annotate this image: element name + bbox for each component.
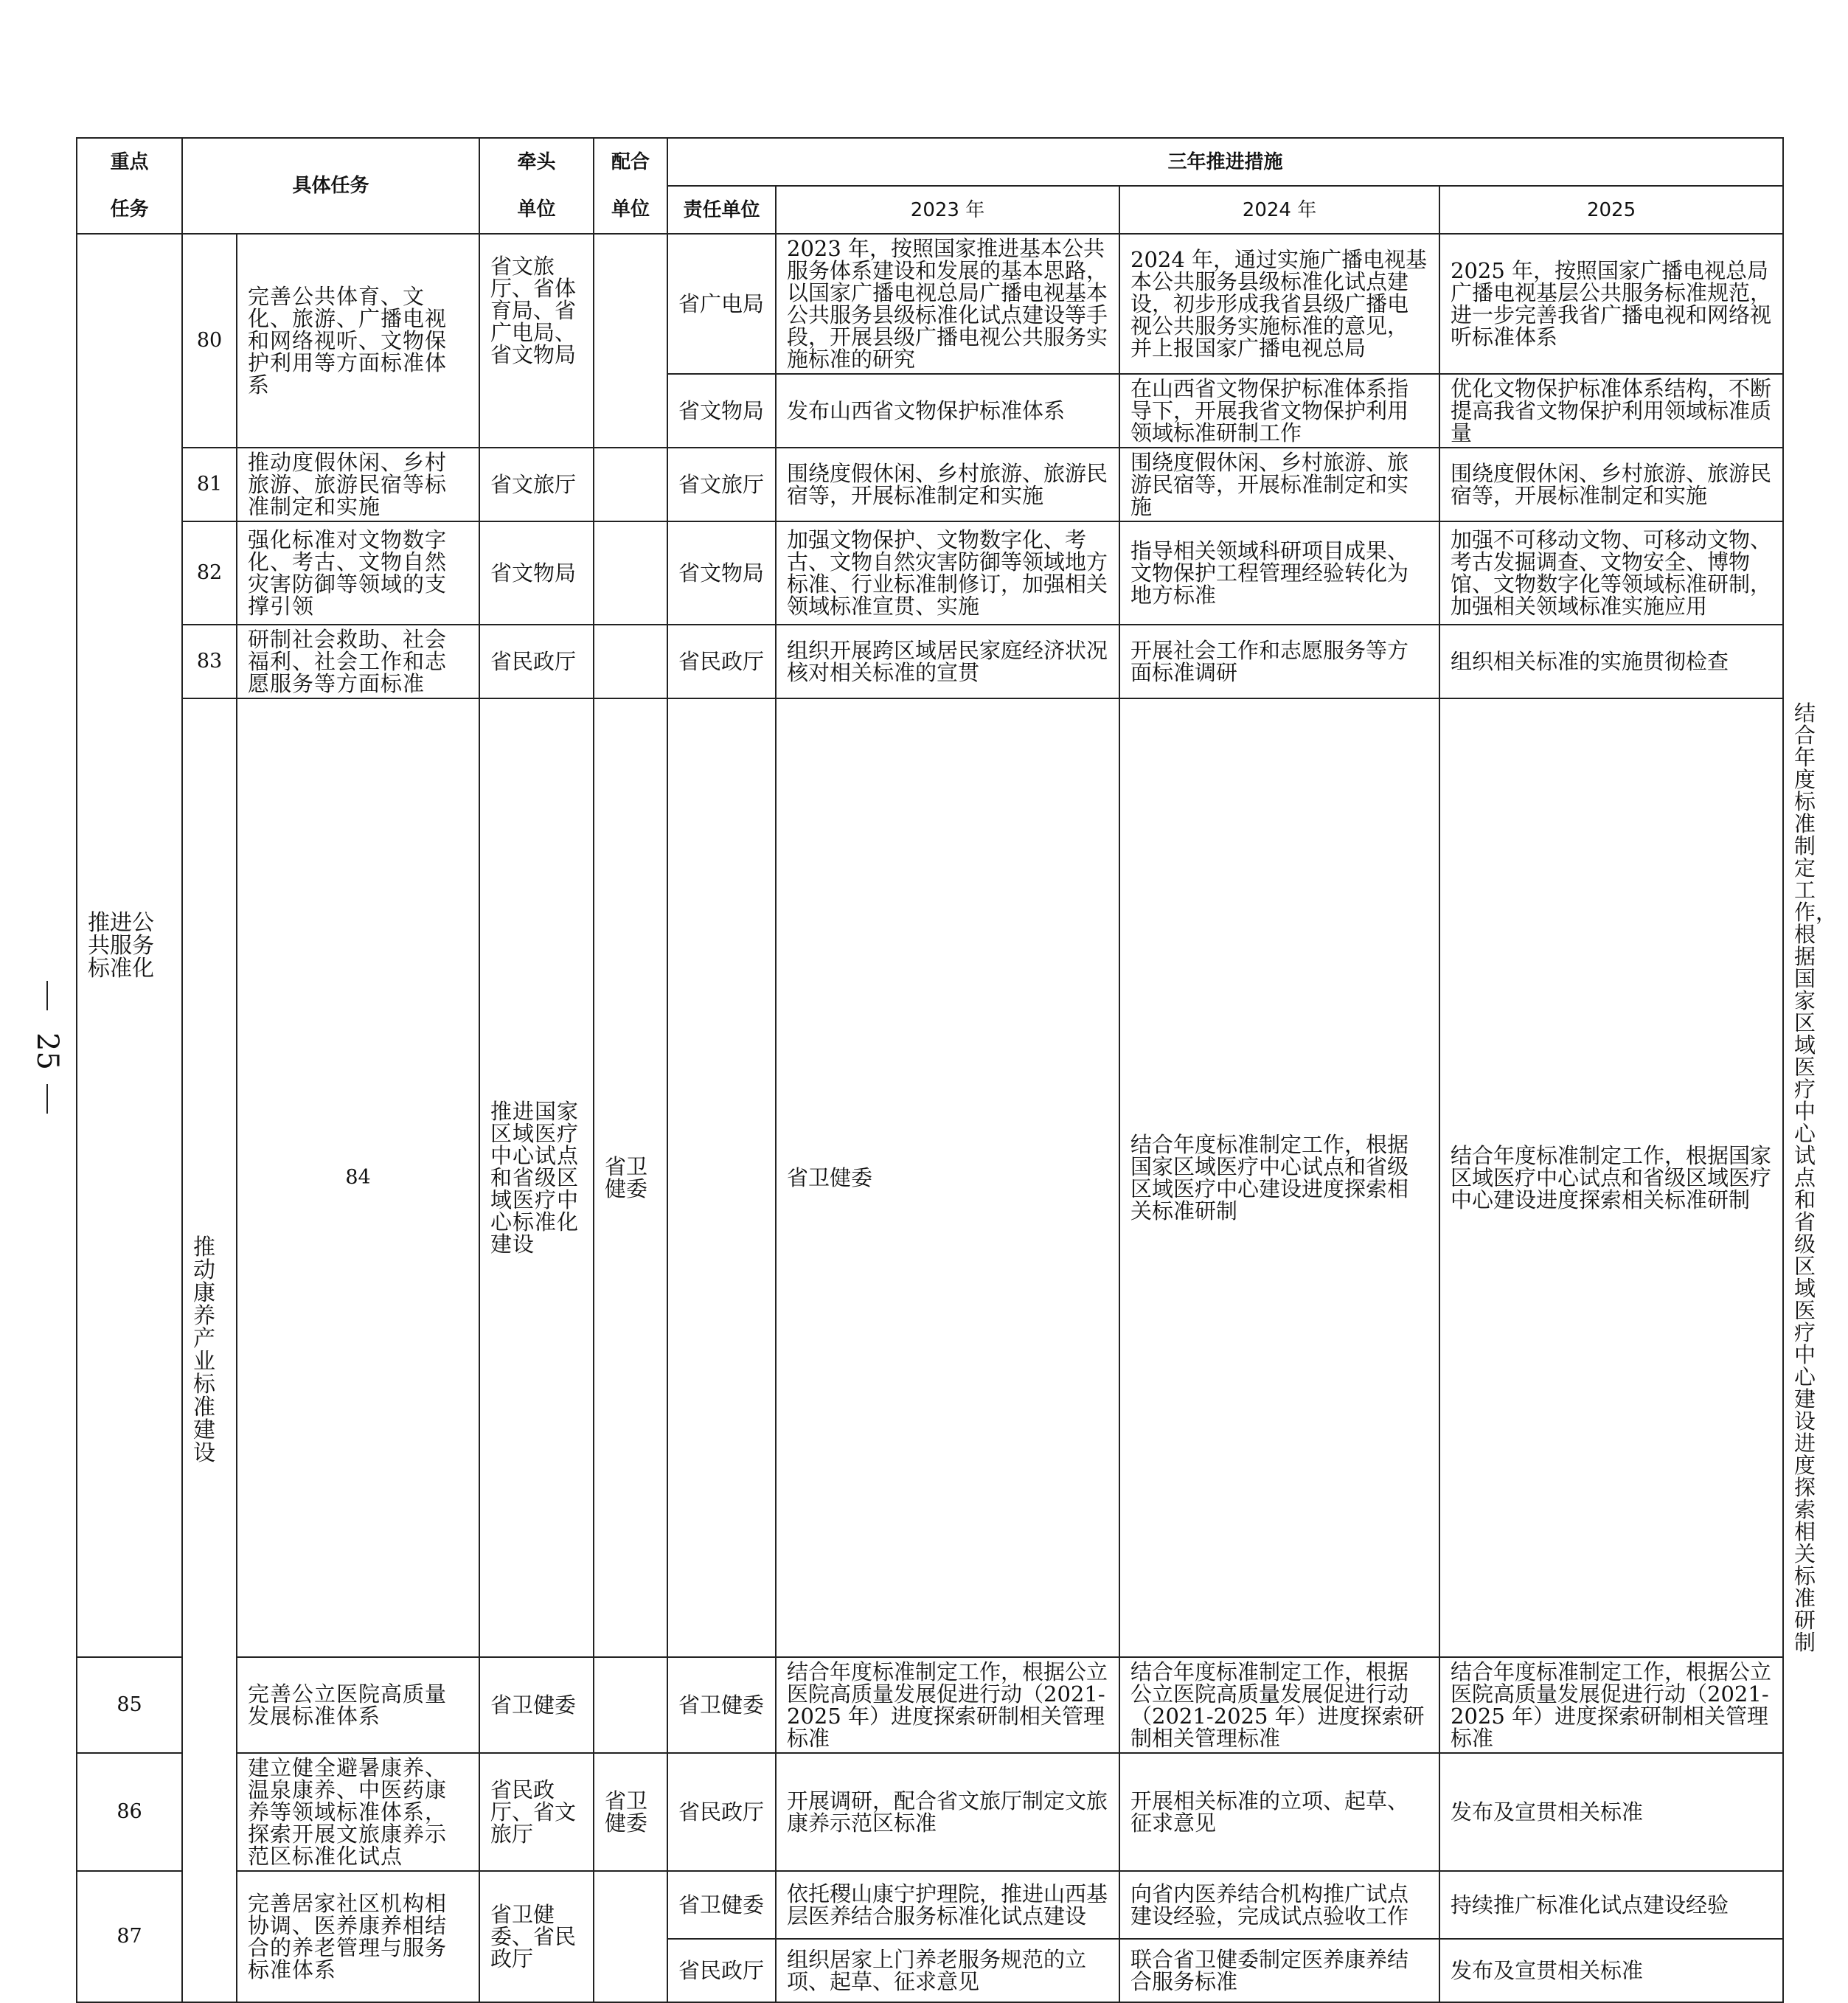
header-key-task: 重点 任务 — [77, 138, 182, 234]
coop-unit — [594, 1657, 667, 1753]
task-description: 完善公立医院高质量发展标准体系 — [237, 1657, 479, 1753]
lead-unit: 省文旅厅、省体育局、省广电局、省文物局 — [479, 234, 594, 448]
header-specific-task: 具体任务 — [182, 138, 479, 234]
header-year-2023: 2023 年 — [776, 186, 1119, 234]
lead-unit: 省文物局 — [479, 521, 594, 625]
coop-unit — [594, 521, 667, 625]
measure-2023: 结合年度标准制定工作，根据公立医院高质量发展促进行动（2021-2025 年）进度探索研制相关管理标准 — [776, 1657, 1119, 1753]
measure-2024: 结合年度标准制定工作，根据公立医院高质量发展促进行动（2021-2025 年）进度探索研制相关管理标准 — [1119, 1657, 1439, 1753]
task-description: 完善居家社区机构相协调、医养康养相结合的养老管理与服务标准体系 — [237, 1871, 479, 2002]
measure-2025: 持续推广标准化试点建设经验 — [1439, 1871, 1783, 1939]
lead-unit: 省卫健委 — [594, 698, 667, 1657]
resp-unit: 省民政厅 — [667, 1753, 776, 1871]
header-year-2025: 2025 — [1439, 186, 1783, 234]
task-number: 85 — [77, 1657, 182, 1753]
resp-unit: 省卫健委 — [776, 698, 1119, 1657]
page-number-value: 25 — [30, 1032, 64, 1070]
resp-unit: 省民政厅 — [667, 1939, 776, 2002]
task-description: 研制社会救助、社会福利、社会工作和志愿服务等方面标准 — [237, 625, 479, 698]
measure-2025: 优化文物保护标准体系结构，不断提高我省文物保护利用领域标准质量 — [1439, 374, 1783, 448]
measure-2025: 发布及宣贯相关标准 — [1439, 1939, 1783, 2002]
header-three-year-measures: 三年推进措施 — [667, 138, 1783, 186]
resp-unit: 省卫健委 — [667, 1657, 776, 1753]
coop-unit — [594, 625, 667, 698]
measure-2023: 依托稷山康宁护理院，推进山西基层医养结合服务标准化试点建设 — [776, 1871, 1119, 1939]
measure-2024: 围绕度假休闲、乡村旅游、旅游民宿等，开展标准制定和实施 — [1119, 448, 1439, 521]
task-number: 86 — [77, 1753, 182, 1871]
resp-unit: 省广电局 — [667, 234, 776, 374]
measure-2025: 加强不可移动文物、可移动文物、考古发掘调查、文物安全、博物馆、文物数字化等领域标准研制，加强相关领域标准实施应用 — [1439, 521, 1783, 625]
measure-2024: 开展相关标准的立项、起草、征求意见 — [1119, 1753, 1439, 1871]
resp-unit: 省民政厅 — [667, 625, 776, 698]
measure-2024: 2024 年，通过实施广播电视基本公共服务县级标准化试点建设，初步形成我省县级广播电视公共服务实施标准的意见，并上报国家广播电视总局 — [1119, 234, 1439, 374]
coop-unit — [594, 234, 667, 448]
measure-2023: 2023 年，按照国家推进基本公共服务体系建设和发展的基本思路，以国家广播电视总局广播电视基本公共服务县级标准化试点建设等手段，开展县级广播电视公共服务实施标准的研究 — [776, 234, 1119, 374]
resp-unit: 省卫健委 — [667, 1871, 776, 1939]
standards-task-table: 重点 任务 具体任务 牵头 单位 配合 单位 三年推进措施 责任单位 2023 年 2024 年 2025 推进公共服务标准化 80 完善公共体育、文化、旅游、广播电视和网络视听、文物保护利用等方面标准体系 省文旅厅、省体育局、省广电局、省文物局 省广电局 2023 年，按照国家推进基本公共服务体系建设和发展的基本思路，以国家广播电视总局广播电视基本公共服务县级标准化试点建设等手段，开展县级广播电视公共服务实施标准的研究 2024 年，通过实施广播电视基本公共服务县级标准化试点建设，初步形成我省县级广播电视公共服务实施标准的意见，并上报国家广播电视总局 2025 年，按照国家广播电视总局广播电视基层公共服务标准规范，进一步完善我省广播电视和网络视听标准体系 省文物局 发布山西省文物保护标准体系 在山西省文物保护标准体系指导下，开展我省文物保护利用领域标准研制工作 优化文物保护标准体系结构，不断提高我省文物保护利用领域标准质量 81 推动度假休闲、乡村旅游、旅游民宿等标准制定和实施 省文旅厅 省文旅厅 围绕度假休闲、乡村旅游、旅游民宿等，开展标准制定和实施 围绕度假休闲、乡村旅游、旅游民宿等，开展标准制定和实施 围绕度假休闲、乡村旅游、旅游民宿等，开展标准制定和实施 82 强化标准对文物数字化、考古、文物自然灾害防御等领域的支撑引领 省文物局 省文物局 加强文物保护、文物数字化、考古、文物自然灾害防御等领域地方标准、行业标准制修订，加强相关领域标准宣贯、实施 指导相关领域科研项目成果、文物保护工程管理经验转化为地方标准 加强不可移动文物、可移动文物、考古发掘调查、文物安全、博物馆、文物数字化等领域标准研制，加强相关领域标准实施应用 83 研制社会救助、社会福利、社会工作和志愿服务等方面标准 省民政厅 省民政厅 组织开展跨区域居民家庭经济状况核对相关标准的宣贯 开展社会工作和志愿服务等方面标准调研 组织相关标准的实施贯彻检查 推动康养产业标准建设 84 推进国家区域医疗中心试点和省级区域医疗中心标准化建设 省卫健委 省卫健委 结合年度标准制定工作，根据国家区域医疗中心试点和省级区域医疗中心建设进度探索相关标准研制 结合年度标准制定工作，根据国家区域医疗中心试点和省级区域医疗中心建设进度探索相关标准研制 结合年度标准制定工作，根据国家区域医疗中心试点和省级区域医疗中心建设进度探索相关标准研制 85 完善公立医院高质量发展标准体系 省卫健委 省卫健委 结合年度标准制定工作，根据公立医院高质量发展促进行动（2021-2025 年）进度探索研制相关管理标准 结合年度标准制定工作，根据公立医院高质量发展促进行动（2021-2025 年）进度探索研制相关管理标准 结合年度标准制定工作，根据公立医院高质量发展促进行动（2021-2025 年）进度探索研制相关管理标准 86 建立健全避暑康养、温泉康养、中医药康养等领域标准体系，探索开展文旅康养示范区标准化试点 省民政厅、省文旅厅 省卫健委 省民政厅 开展调研，配合省文旅厅制定文旅康养示范区标准 开展相关标准的立项、起草、征求意见 发布及宣贯相关标准 87 完善居家社区机构相协调、医养康养相结合的养老管理与服务标准体系 省卫健委、省民政厅 省卫健委 依托稷山康宁护理院，推进山西基层医养结合服务标准化试点建设 向省内医养结合机构推广试点建设经验，完成试点验收工作 持续推广标准化试点建设经验 省民政厅 组织居家上门养老服务规范的立项、起草、征求意见 联合省卫健委制定医养康养结合服务标准 发布及宣贯相关标准 — [76, 137, 1784, 2003]
measure-2024: 向省内医养结合机构推广试点建设经验，完成试点验收工作 — [1119, 1871, 1439, 1939]
resp-unit: 省文物局 — [667, 374, 776, 448]
task-number: 82 — [182, 521, 237, 625]
task-number: 83 — [182, 625, 237, 698]
task-number: 80 — [182, 234, 237, 448]
header-lead-unit: 牵头 单位 — [479, 138, 594, 234]
header-resp-unit: 责任单位 — [667, 186, 776, 234]
lead-unit: 省文旅厅 — [479, 448, 594, 521]
task-description: 完善公共体育、文化、旅游、广播电视和网络视听、文物保护利用等方面标准体系 — [237, 234, 479, 448]
resp-unit: 省文旅厅 — [667, 448, 776, 521]
measure-2023: 组织开展跨区域居民家庭经济状况核对相关标准的宣贯 — [776, 625, 1119, 698]
measure-2023: 结合年度标准制定工作，根据国家区域医疗中心试点和省级区域医疗中心建设进度探索相关标准研制 — [1119, 698, 1439, 1657]
task-number: 81 — [182, 448, 237, 521]
measure-2023: 围绕度假休闲、乡村旅游、旅游民宿等，开展标准制定和实施 — [776, 448, 1119, 521]
measure-2024: 开展社会工作和志愿服务等方面标准调研 — [1119, 625, 1439, 698]
task-description: 强化标准对文物数字化、考古、文物自然灾害防御等领域的支撑引领 — [237, 521, 479, 625]
measure-2025: 围绕度假休闲、乡村旅游、旅游民宿等，开展标准制定和实施 — [1439, 448, 1783, 521]
lead-unit: 省民政厅、省文旅厅 — [479, 1753, 594, 1871]
task-number: 84 — [237, 698, 479, 1657]
category-public-service: 推进公共服务标准化 — [77, 234, 182, 1657]
measure-2024: 指导相关领域科研项目成果、文物保护工程管理经验转化为地方标准 — [1119, 521, 1439, 625]
measure-2023: 发布山西省文物保护标准体系 — [776, 374, 1119, 448]
resp-unit: 省文物局 — [667, 521, 776, 625]
task-description: 推进国家区域医疗中心试点和省级区域医疗中心标准化建设 — [479, 698, 594, 1657]
lead-unit: 省卫健委 — [479, 1657, 594, 1753]
coop-unit — [594, 1871, 667, 2002]
measure-2023: 组织居家上门养老服务规范的立项、起草、征求意见 — [776, 1939, 1119, 2002]
task-description: 建立健全避暑康养、温泉康养、中医药康养等领域标准体系，探索开展文旅康养示范区标准化试点 — [237, 1753, 479, 1871]
page-number — [32, 981, 62, 1114]
measure-2023: 加强文物保护、文物数字化、考古、文物自然灾害防御等领域地方标准、行业标准制修订，加强相关领域标准宣贯、实施 — [776, 521, 1119, 625]
coop-unit — [667, 698, 776, 1657]
lead-unit: 省卫健委、省民政厅 — [479, 1871, 594, 2002]
measure-2025: 组织相关标准的实施贯彻检查 — [1439, 625, 1783, 698]
task-description: 推动度假休闲、乡村旅游、旅游民宿等标准制定和实施 — [237, 448, 479, 521]
coop-unit — [594, 448, 667, 521]
measure-2024: 结合年度标准制定工作，根据国家区域医疗中心试点和省级区域医疗中心建设进度探索相关标准研制 — [1439, 698, 1783, 1657]
measure-2024: 联合省卫健委制定医养康养结合服务标准 — [1119, 1939, 1439, 2002]
category-health-industry: 推动康养产业标准建设 — [182, 698, 237, 2002]
measure-2024: 在山西省文物保护标准体系指导下，开展我省文物保护利用领域标准研制工作 — [1119, 374, 1439, 448]
measure-2025: 发布及宣贯相关标准 — [1439, 1753, 1783, 1871]
header-year-2024: 2024 年 — [1119, 186, 1439, 234]
task-number: 87 — [77, 1871, 182, 2002]
measure-2025: 结合年度标准制定工作，根据公立医院高质量发展促进行动（2021-2025 年）进度探索研制相关管理标准 — [1439, 1657, 1783, 1753]
header-coop-unit: 配合 单位 — [594, 138, 667, 234]
measure-2023: 开展调研，配合省文旅厅制定文旅康养示范区标准 — [776, 1753, 1119, 1871]
coop-unit: 省卫健委 — [594, 1753, 667, 1871]
page-number-dash-bottom — [46, 1084, 48, 1114]
measure-2025: 2025 年，按照国家广播电视总局广播电视基层公共服务标准规范，进一步完善我省广播电视和网络视听标准体系 — [1439, 234, 1783, 374]
lead-unit: 省民政厅 — [479, 625, 594, 698]
page-number-dash-top — [46, 981, 48, 1010]
